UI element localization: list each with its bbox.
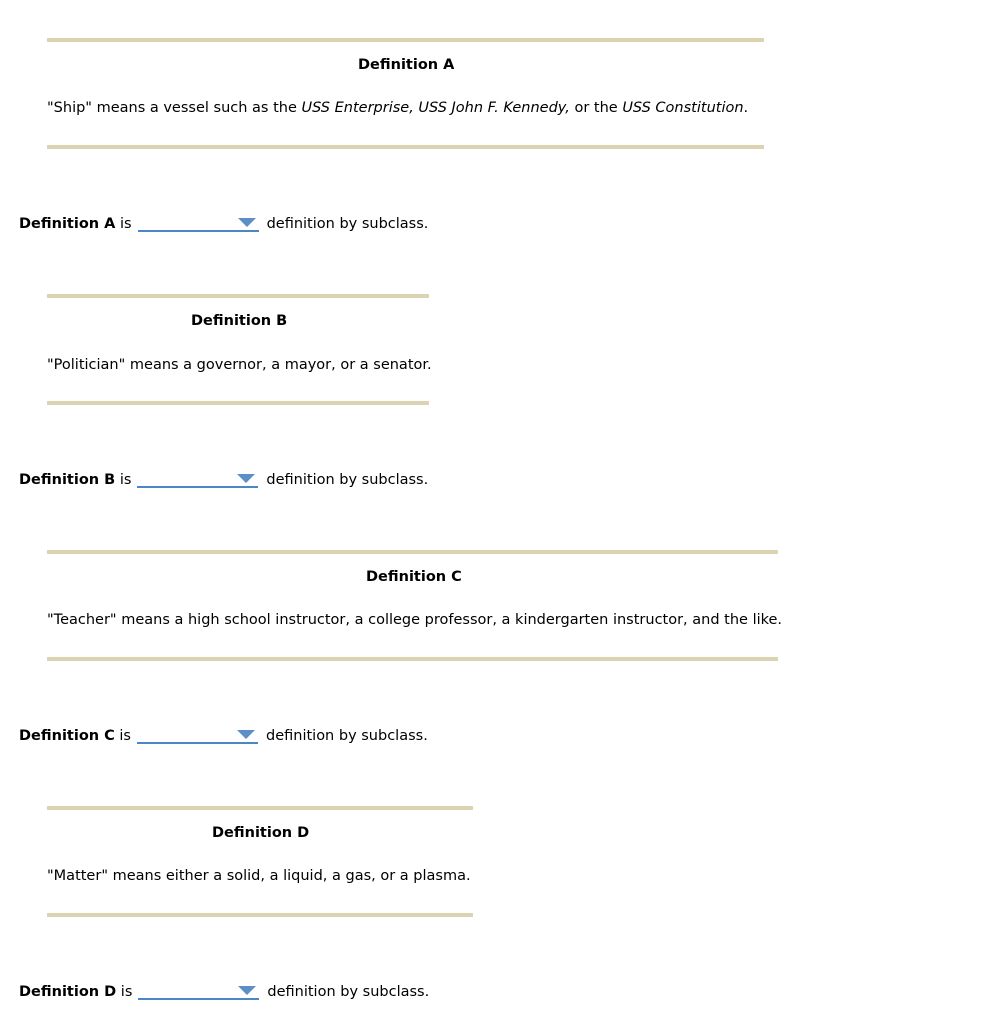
chevron-down-icon [238,218,256,227]
top-rule [47,294,429,298]
definition-text: "Politician" means a governor, a mayor, or a senator. [47,357,432,373]
definition-text: "Ship" means a vessel such as the USS Enterprise, USS John F. Kennedy, or the USS Constitution. [47,100,749,116]
question-suffix: definition by subclass. [266,216,429,232]
bottom-rule [47,913,473,917]
question-suffix: definition by subclass. [266,472,429,488]
question-b: Definition B is definition by subclass. [19,468,428,488]
question-label: Definition A [19,216,116,232]
question-label: Definition B [19,472,116,488]
top-rule [47,806,473,810]
definition-text: "Matter" means either a solid, a liquid, a gas, or a plasma. [47,868,471,884]
bottom-rule [47,657,778,661]
top-rule [47,550,778,554]
answer-dropdown-d[interactable] [138,980,259,1000]
definition-b-box [47,294,432,406]
question-suffix: definition by subclass. [266,728,428,744]
answer-dropdown-a[interactable] [138,212,259,232]
question-label: Definition D [19,984,117,1000]
answer-dropdown-c[interactable] [137,724,258,744]
definition-c-box [47,550,783,662]
definition-title: Definition A [358,57,455,73]
chevron-down-icon [237,474,255,483]
question-d: Definition D is definition by subclass. [19,980,429,1000]
definition-d-box [47,806,473,918]
question-c: Definition C is definition by subclass. [19,724,428,744]
chevron-down-icon [237,730,255,739]
bottom-rule [47,401,429,405]
bottom-rule [47,145,764,149]
definition-title: Definition C [366,569,462,585]
chevron-down-icon [238,986,256,995]
definition-title: Definition B [191,313,288,329]
answer-dropdown-b[interactable] [137,468,258,488]
definition-text: "Teacher" means a high school instructor, a college professor, a kindergarten instructor, and the like. [47,612,783,628]
question-a: Definition A is definition by subclass. [19,212,428,232]
top-rule [47,38,764,42]
definition-a-box [47,38,764,150]
definition-title: Definition D [212,825,310,841]
question-suffix: definition by subclass. [267,984,430,1000]
question-label: Definition C [19,728,115,744]
